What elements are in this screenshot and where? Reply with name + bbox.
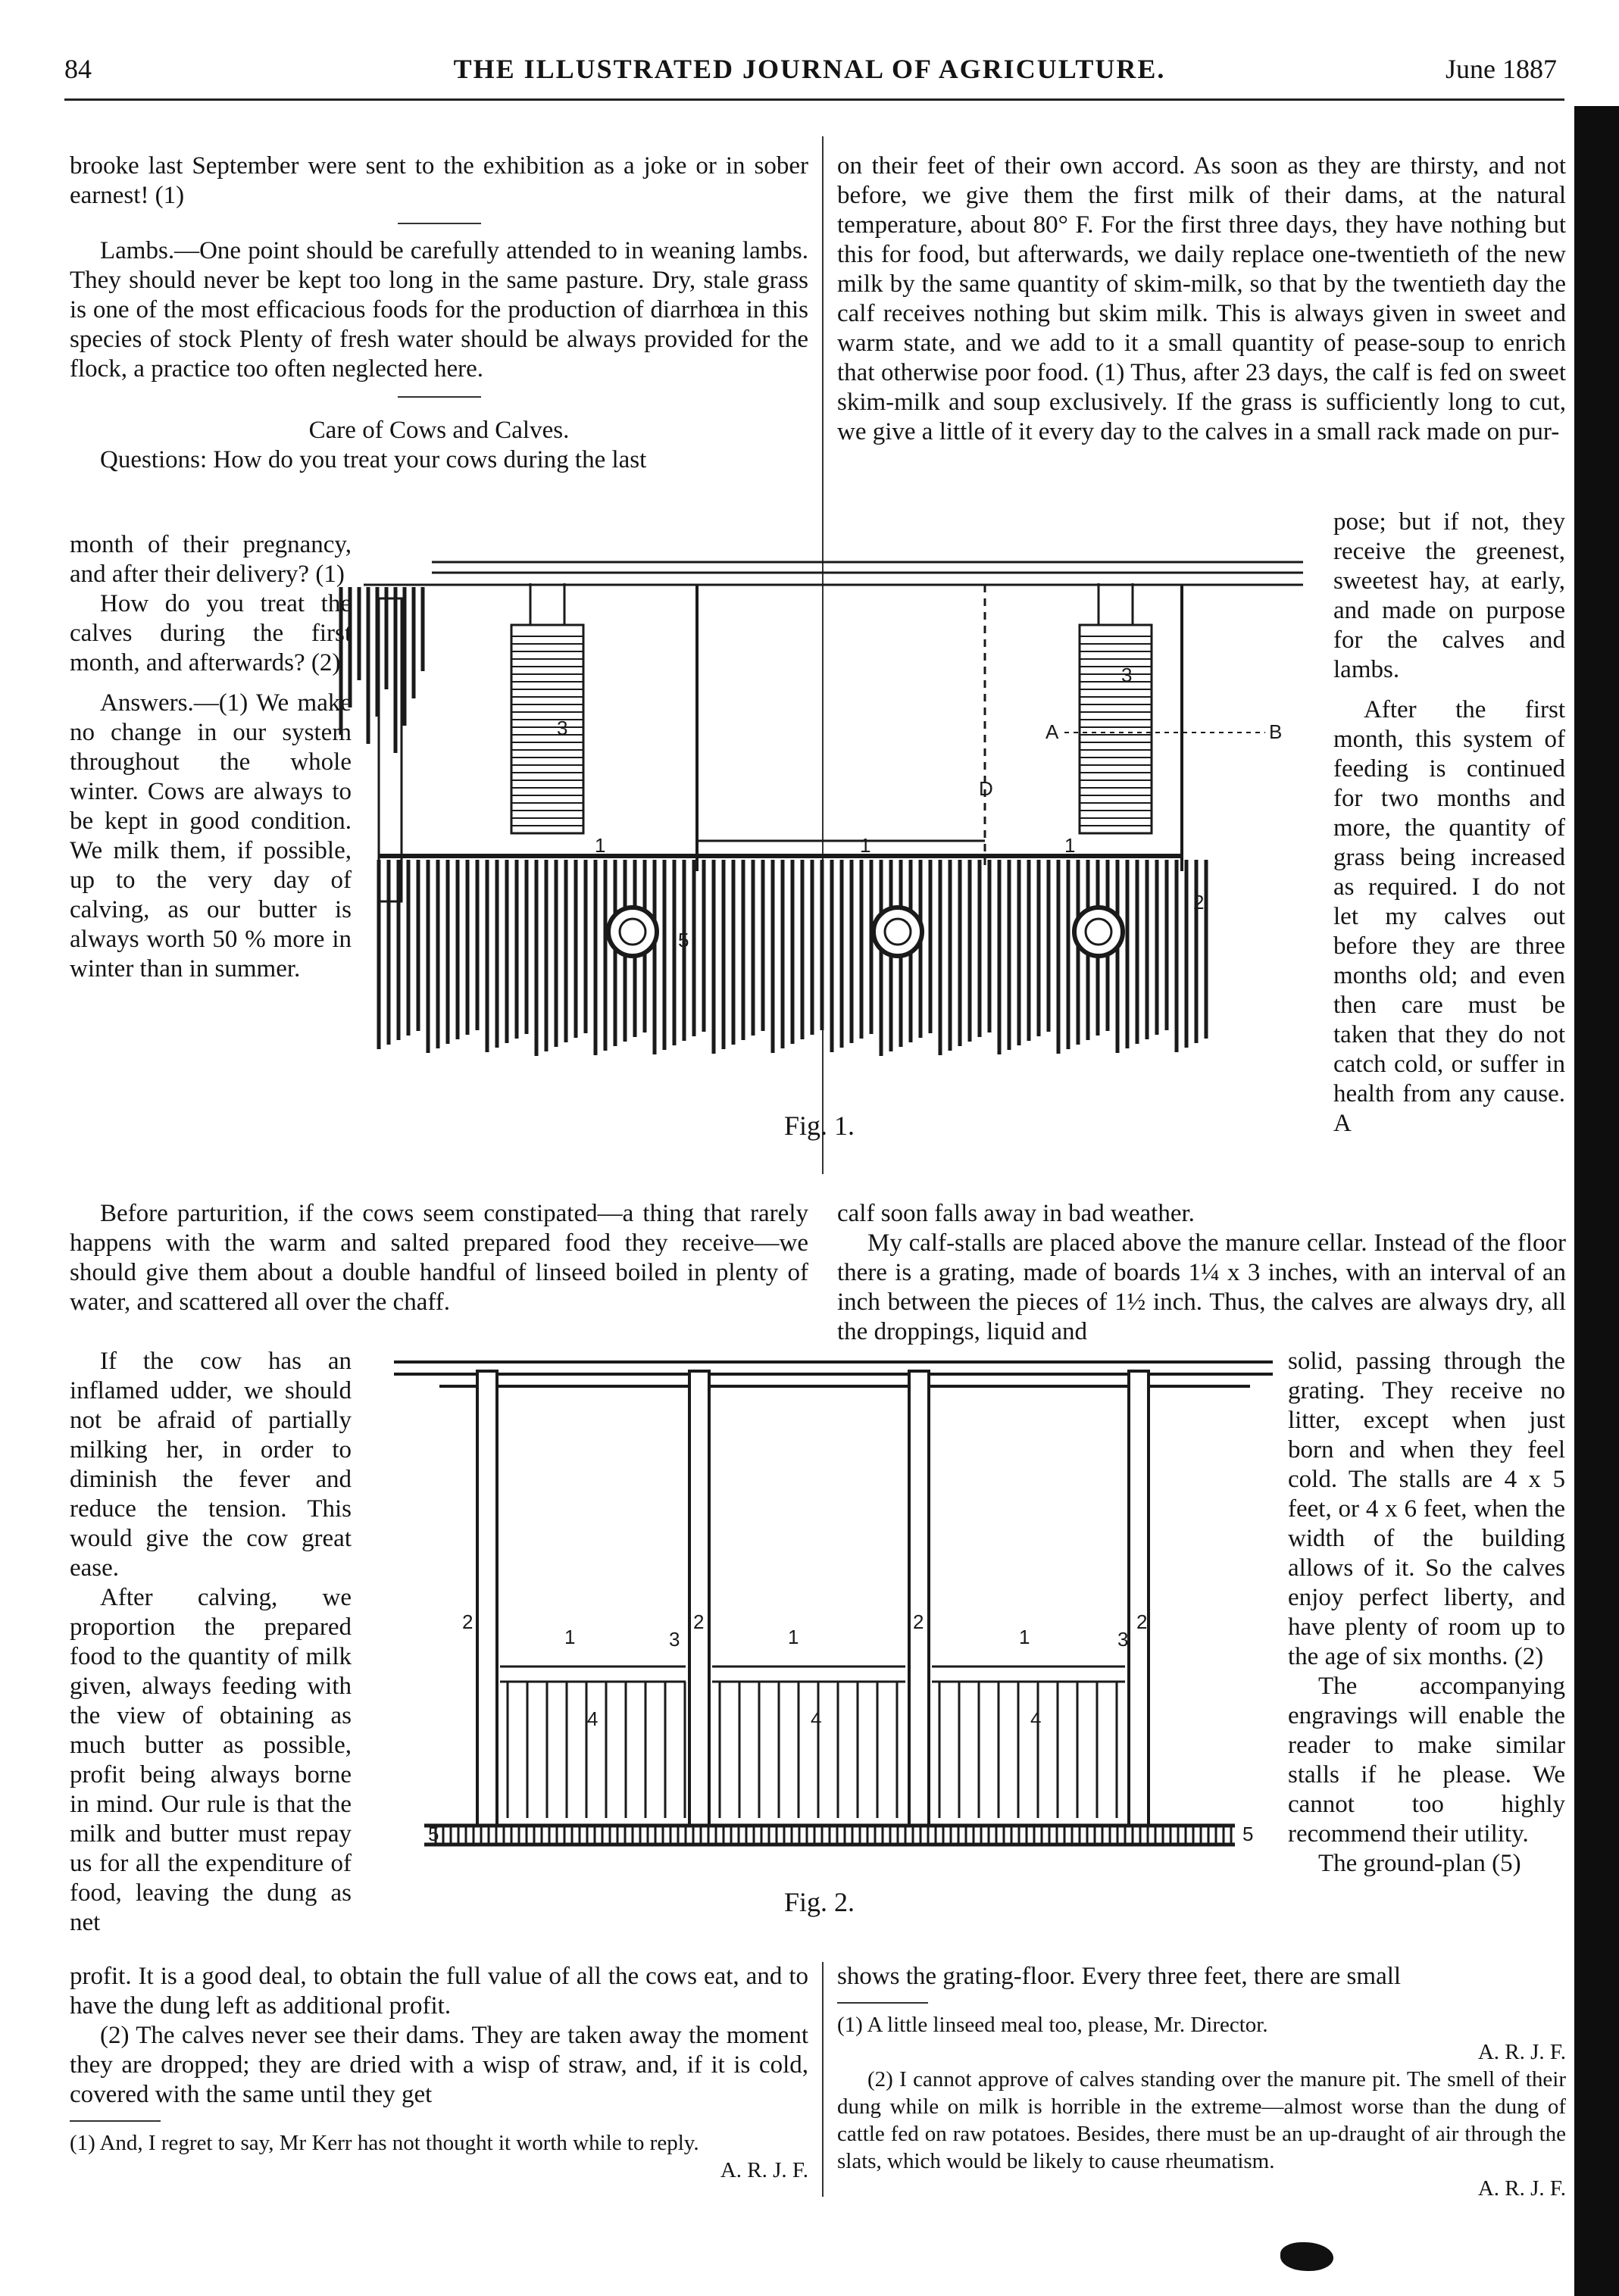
paragraph: If the cow has an inflamed udder, we should not be afraid of partially milking her, in order to diminish the fever and reduce the tension. This would give the cow great ease.	[70, 1348, 352, 1582]
footnote-signature: A. R. J. F.	[720, 2158, 808, 2182]
paragraph: on their feet of their own accord. As soon as they are thirsty, and not before, we give them the first milk of their dams, at the natural temperature, about 80° F. For the first three days, they have nothing but this for food, but afterwards, we daily replace one-twentieth of the new milk by the same quantity of skim-milk, so that by the twentieth day the calf receives nothing but skim milk. This is always given in sweet and warm state, and we add to it a small quantity of pease-soup to enrich that otherwise poor food. (1) Thus, after 23 days, the calf is fed on sweet skim-milk and soup exclusively. If the grass is sufficiently long to cut, we give a little of it every day to the calves in a small rack made on pur-	[837, 152, 1566, 445]
journal-title: THE ILLUSTRATED JOURNAL OF AGRICULTURE.	[453, 54, 1166, 84]
fig1-label-trough-3: 1	[1064, 834, 1076, 857]
separator-rule	[398, 396, 481, 398]
fig2-label-trough-2: 1	[788, 1626, 799, 1648]
fig2-label-trough-1: 1	[564, 1626, 576, 1648]
paragraph: profit. It is a good deal, to obtain the full value of all the cows eat, and to have the dung left as additional profit.	[70, 1963, 808, 2020]
figure-1-caption: Fig. 1.	[784, 1111, 855, 1141]
paragraph: After the first month, this system of feeding is continued for two months and more, the quantity of grass being increased as required. I do not let my calves out before they are three months old; and even then care must be taken that they do not catch cold, or suffer in health from any cause. A	[1333, 696, 1565, 1137]
questions-intro: Questions: How do you treat your cows during the last	[100, 446, 647, 473]
bottom-left-text	[70, 1962, 808, 2184]
fig2-label-trough-3: 1	[1019, 1626, 1030, 1648]
fig1-label-slats: 2	[1193, 891, 1205, 914]
fig1-label-trough-1: 1	[595, 834, 606, 857]
fig2-label-floor-1: 5	[428, 1823, 439, 1845]
question-two: How do you treat the calves during the first month, and afterwards? (2)	[70, 590, 352, 676]
middle-right-text	[837, 1199, 1566, 1347]
footnote-rule	[837, 2002, 928, 2004]
fig2-label-gate-1: 4	[587, 1707, 599, 1730]
fig2-label-rack-2: 3	[1117, 1628, 1129, 1651]
separator-rule	[398, 223, 481, 224]
paragraph: My calf-stalls are placed above the manure cellar. Instead of the floor there is a grating, made of boards 1¼ x 3 inches, with an interval of an inch between the pieces of 1½ inch. Thus, the calves are always dry, all the droppings, liquid and	[837, 1229, 1566, 1345]
fig2-label-post-4: 2	[1136, 1610, 1148, 1633]
question-one: month of their pregnancy, and after their delivery? (1)	[70, 531, 352, 588]
fig1-label-rack-1: 3	[557, 717, 568, 739]
footnote-2: (2) I cannot approve of calves standing over the manure pit. The smell of their dung while on milk is horrible in the extreme—almost worse than the dung of cattle fed on raw potatoes. Besides, there must be an up-draught of air through the slats, which would be likely to cause rheumatism.	[837, 2067, 1566, 2173]
fig1-label-a: A	[1045, 720, 1059, 743]
paragraph: (2) The calves never see their dams. They are taken away the moment they are dropped; they are dried with a wisp of straw, and, if it is cold, covered with the same until they get	[70, 2022, 808, 2108]
header-rule	[64, 98, 1564, 101]
fig1-label-b: B	[1269, 720, 1283, 743]
paragraph: calf soon falls away in bad weather.	[837, 1200, 1195, 1227]
page-number: 84	[64, 54, 92, 84]
footnote-1: (1) A little linseed meal too, please, Mr. Director.	[837, 2013, 1268, 2037]
fig1-label-rack-2: 3	[1121, 664, 1133, 686]
fig2-label-floor-2: 5	[1242, 1823, 1254, 1845]
fig1-label-trough-2: 1	[860, 834, 871, 857]
right-narrow-column	[1333, 508, 1565, 1139]
fig2-label-post-1: 2	[462, 1610, 474, 1633]
figure-2-drawing	[379, 1356, 1288, 1886]
right-column-top	[837, 152, 1566, 447]
footnote-1-signature: A. R. J. F.	[1477, 2040, 1566, 2064]
paragraph: The ground-plan (5)	[1318, 1850, 1521, 1877]
fig1-label-ground: 5	[678, 929, 689, 951]
paragraph: shows the grating-floor. Every three feet, there are small	[837, 1963, 1402, 1990]
left-column-top	[70, 152, 808, 475]
paragraph: brooke last September were sent to the exhibition as a joke or in sober earnest! (1)	[70, 152, 808, 209]
figure-2-caption: Fig. 2.	[784, 1887, 855, 1917]
ink-blot	[1280, 2242, 1333, 2271]
paragraph: Before parturition, if the cows seem constipated—a thing that rarely happens with the warm and salted prepared food they receive—we should give them about a double handful of linseed boiled in plenty of water, and scattered all over the chaff.	[70, 1200, 808, 1316]
fig2-label-rack-1: 3	[669, 1628, 680, 1651]
footnote-rule	[70, 2120, 161, 2122]
answer-one: Answers.—(1) We make no change in our system throughout the whole winter. Cows are always to be kept in good condition. We milk them, if possible, up to the very day of calving, as our butter is always worth 50 % more in winter than in summer.	[70, 689, 352, 982]
middle-left-text	[70, 1199, 808, 1317]
paragraph: pose; but if not, they receive the greenest, sweetest hay, at early, and made on purpose for the calves and lambs.	[1333, 508, 1565, 683]
issue-date: June 1887	[1446, 54, 1557, 84]
right-bottom-column	[1288, 1347, 1565, 1879]
figure-1-drawing	[318, 553, 1326, 1083]
lambs-paragraph: Lambs.—One point should be carefully attended to in weaning lambs. They should never be kept too long in the same pasture. Dry, stale grass is one of the most efficacious foods for the production of diarrhœa in this species of stock Plenty of fresh water should be always provided for the flock, a practice too often neglected here.	[70, 237, 808, 383]
footnote: (1) And, I regret to say, Mr Kerr has not thought it worth while to reply.	[70, 2131, 699, 2155]
bottom-right-text	[837, 1962, 1566, 2202]
fig2-label-post-3: 2	[913, 1610, 924, 1633]
left-narrow-column	[70, 530, 352, 984]
fig2-label-gate-3: 4	[1030, 1707, 1042, 1730]
column-rule-bottom	[822, 1962, 824, 2197]
left-bottom-column	[70, 1347, 352, 1938]
article-title: Care of Cows and Calves.	[308, 417, 570, 444]
footnote-2-signature: A. R. J. F.	[1477, 2176, 1566, 2201]
paragraph: The accompanying engravings will enable the reader to make similar stalls if he please. We cannot too highly recommend their utility.	[1288, 1673, 1565, 1848]
paragraph: After calving, we proportion the prepared food to the quantity of milk given, always feeding with the view of obtaining as much butter as possible, profit being always borne in mind. Our rule is that the milk and butter must repay us for all the expenditure of food, leaving the dung as net	[70, 1584, 352, 1936]
binding-edge	[1574, 106, 1619, 2296]
fig1-label-mark: D	[979, 777, 993, 800]
fig2-label-gate-2: 4	[811, 1707, 822, 1730]
fig2-label-post-2: 2	[693, 1610, 705, 1633]
paragraph: solid, passing through the grating. They receive no litter, except when just born and when they feel cold. The stalls are 4 x 5 feet, or 4 x 6 feet, when the width of the building allows of it. So the calves enjoy perfect liberty, and have plenty of room up to the age of six months. (2)	[1288, 1348, 1565, 1670]
